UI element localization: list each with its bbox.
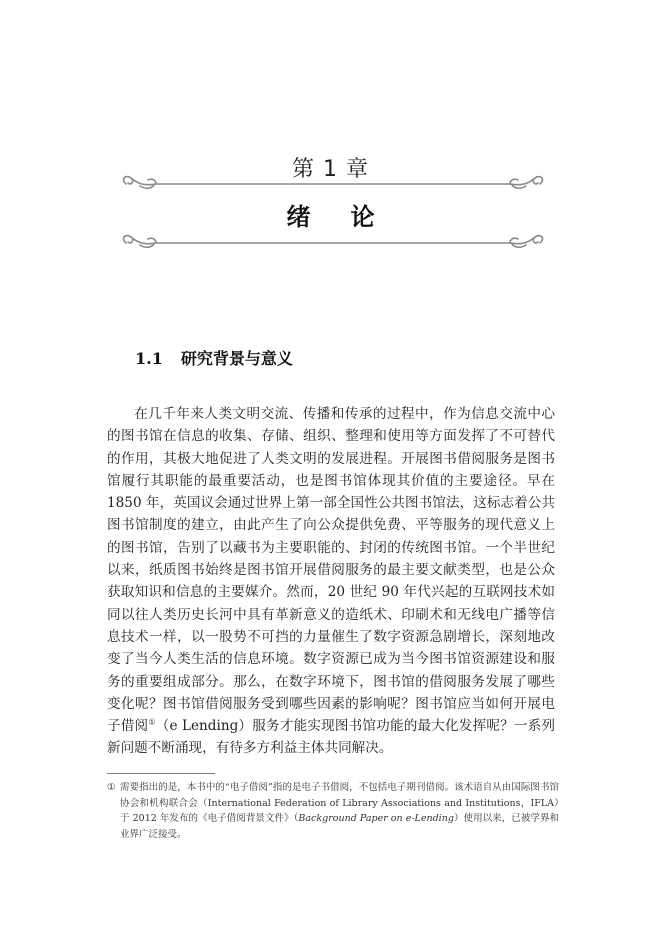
body-paragraph [107, 403, 555, 760]
footnote-italic-title: Background Paper on e-Lending [298, 813, 454, 824]
top-ornament-divider [118, 172, 548, 196]
bottom-ornament-divider [118, 231, 548, 255]
section-heading [135, 346, 293, 369]
footnote-text-after: ）使用以来，已被学界和业界广泛接受。 [120, 813, 559, 840]
paragraph-text-part2: （e Lending）服务才能实现图书馆功能的最大化发挥呢？一系列新问题不断涌现，有待多方利益主体共同解决。 [107, 718, 556, 757]
chapter-title [0, 197, 661, 232]
section-number: 1.1 [135, 349, 163, 368]
footnote-separator [107, 773, 215, 774]
paragraph-text-part1: 在几千年来人类文明交流、传播和传承的过程中，作为信息交流中心的图书馆在信息的收集、存储、组织、整理和使用等方面发挥了不可替代的作用，其极大地促进了人类文明的发展进程。开展图书借阅服务是图书馆履行其职能的最重要活动，也是图书馆体现其价值的主要途径。早在 1850 年，英国议会通过世界上第一部全国性公共图书馆法，这标志着公共图书馆制度的建立，由此产生了向公众提供免费、平等服务的现代意义上的图书馆，告别了以藏书为主要职能的、封闭的传统图书馆。一个半世纪以来，纸质图书始终是图书馆开展借阅服务的最主要文献类型，也是公众获取知识和信息的主要媒介。然而，20 世纪 90 年代兴起的互联网技术如同以往人类历史长河中具有革新意义的造纸术、印刷术和无线电广播等信息技术一样，以一股势不可挡的力量催生了数字资源急剧增长，深刻地改变了当今人类生活的信息环境。数字资源已成为当今图书馆资源建设和服务的重要组成部分。那么，在数字环境下，图书馆的借阅服务发展了哪些变化呢？图书馆借阅服务受到哪些因素的影响呢？图书馆应当如何开展电子借阅 [107, 406, 555, 735]
chapter-title-char: 论 [350, 203, 375, 231]
section-title: 研究背景与意义 [180, 349, 293, 368]
footnote-text [107, 780, 559, 842]
chapter-title-char: 绪 [286, 203, 311, 231]
footnote-text-before: 需要指出的是，本书中的“电子借阅”指的是电子书借阅，不包括电子期刊借阅。该术语自从由国际图书馆协会和机构联合会（International Federation of Library Associations and Institutions，IFLA）于 2012 年发布的《电子借阅背景文件》（ [120, 782, 559, 824]
chapter-number: 第 1 章 [292, 157, 369, 182]
footnote-reference[interactable]: ① [148, 717, 156, 727]
body-text [107, 403, 555, 760]
footnote [107, 780, 559, 842]
footnote-marker: ① [107, 782, 116, 793]
